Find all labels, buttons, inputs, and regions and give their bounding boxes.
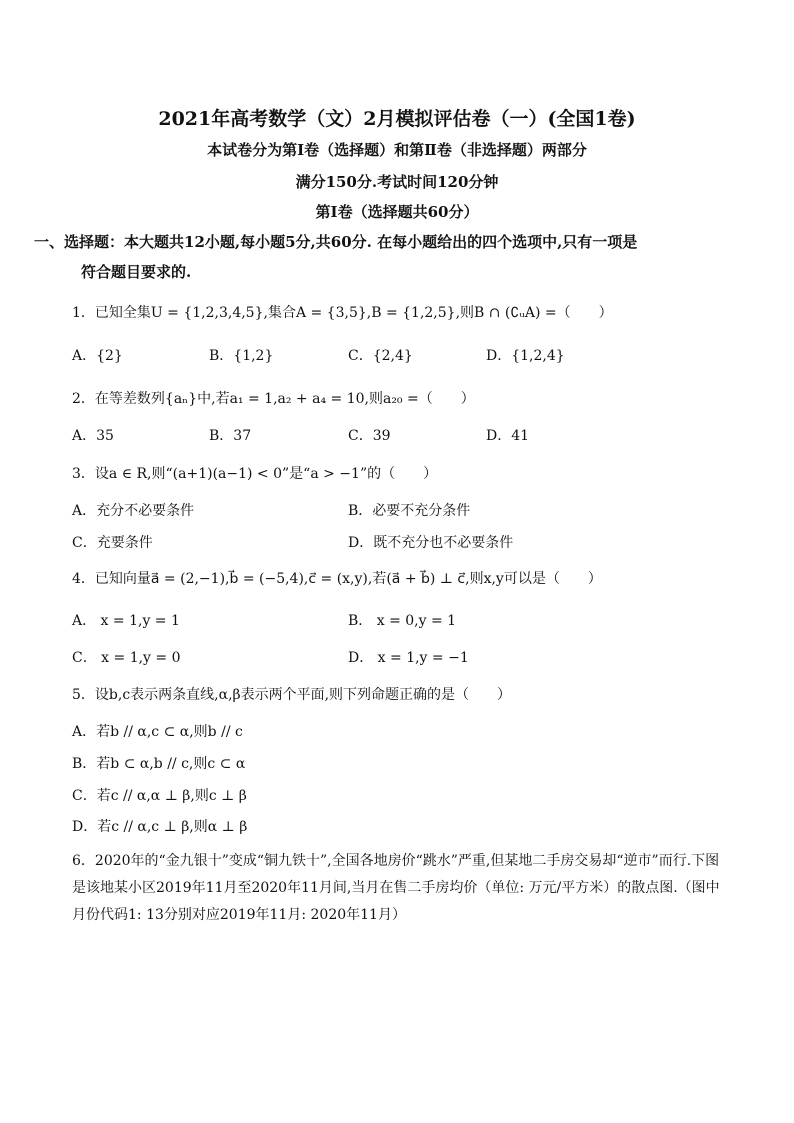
question-2-option-b: B．37 [209, 428, 252, 444]
exam-structure-note: 本试卷分为第Ⅰ卷（选择题）和第Ⅱ卷（非选择题）两部分 [207, 141, 587, 159]
question-3-option-b: B．必要不充分条件 [348, 503, 471, 519]
question-4-option-c: C． x = 1,y = 0 [72, 650, 181, 666]
question-2-option-c: C．39 [348, 428, 391, 444]
question-4-stem: 4．已知向量a⃗ = (2,−1),b⃗ = (−5,4),c⃗ = (x,y),若(a⃗ + b⃗) ⊥ c⃗,则x,y可以是（ ） [72, 571, 602, 587]
question-3-option-c: C．充要条件 [72, 535, 153, 551]
question-5-stem: 5．设b,c表示两条直线,α,β表示两个平面,则下列命题正确的是（ ） [72, 687, 512, 703]
question-2-stem: 2．在等差数列{aₙ}中,若a₁ = 1,a₂ + a₄ = 10,则a₂₀ =（ ） [72, 391, 475, 407]
part-one-heading: 第Ⅰ卷（选择题共60分） [315, 203, 479, 221]
question-1-option-d: D．{1,2,4} [486, 348, 565, 364]
question-5-option-d: D．若c // α,c ⊥ β,则α ⊥ β [72, 819, 248, 835]
question-3-option-d: D．既不充分也不必要条件 [348, 535, 514, 551]
question-1-option-b: B．{1,2} [209, 348, 274, 364]
section-instructions-line2: 符合题目要求的. [81, 263, 192, 281]
question-5-option-a: A．若b // α,c ⊂ α,则b // c [72, 724, 243, 740]
question-3-stem: 3．设a ∈ R,则“(a+1)(a−1) < 0”是“a > −1”的（ ） [72, 466, 438, 482]
question-5-option-b: B．若b ⊂ α,b // c,则c ⊂ α [72, 756, 246, 772]
exam-score-time: 满分150分.考试时间120分钟 [295, 173, 499, 191]
question-6-stem: 6．2020年的“金九银十”变成“铜九铁十”,全国各地房价“跳水”严重,但某地二手房交易却“逆市”而行.下图是该地某小区2019年11月至2020年11月间,当月在售二手房均价（单位: 万元/平方米）的散点图.（图中月份代码1: 13分别对应2019年11月: 2020年11月） [72, 853, 720, 923]
section-instructions-line1: 一、选择题：本大题共12小题,每小题5分,共60分. 在每小题给出的四个选项中,只有一项是 [34, 233, 638, 251]
question-1-option-c: C．{2,4} [348, 348, 413, 364]
question-1-option-a: A．{2} [72, 348, 123, 364]
question-4-option-d: D． x = 1,y = −1 [348, 650, 469, 666]
question-2-option-d: D．41 [486, 428, 530, 444]
exam-title: 2021年高考数学（文）2月模拟评估卷（一）(全国1卷) [158, 108, 636, 130]
question-5-option-c: C．若c // α,α ⊥ β,则c ⊥ β [72, 788, 247, 804]
question-1-stem: 1．已知全集U = {1,2,3,4,5},集合A = {3,5},B = {1,2,5},则B ∩ (∁ᵤA) =（ ） [72, 305, 613, 321]
question-2-option-a: A．35 [72, 428, 114, 444]
question-3-option-a: A．充分不必要条件 [72, 503, 195, 519]
question-4-option-b: B． x = 0,y = 1 [348, 613, 457, 629]
question-4-option-a: A． x = 1,y = 1 [72, 613, 180, 629]
